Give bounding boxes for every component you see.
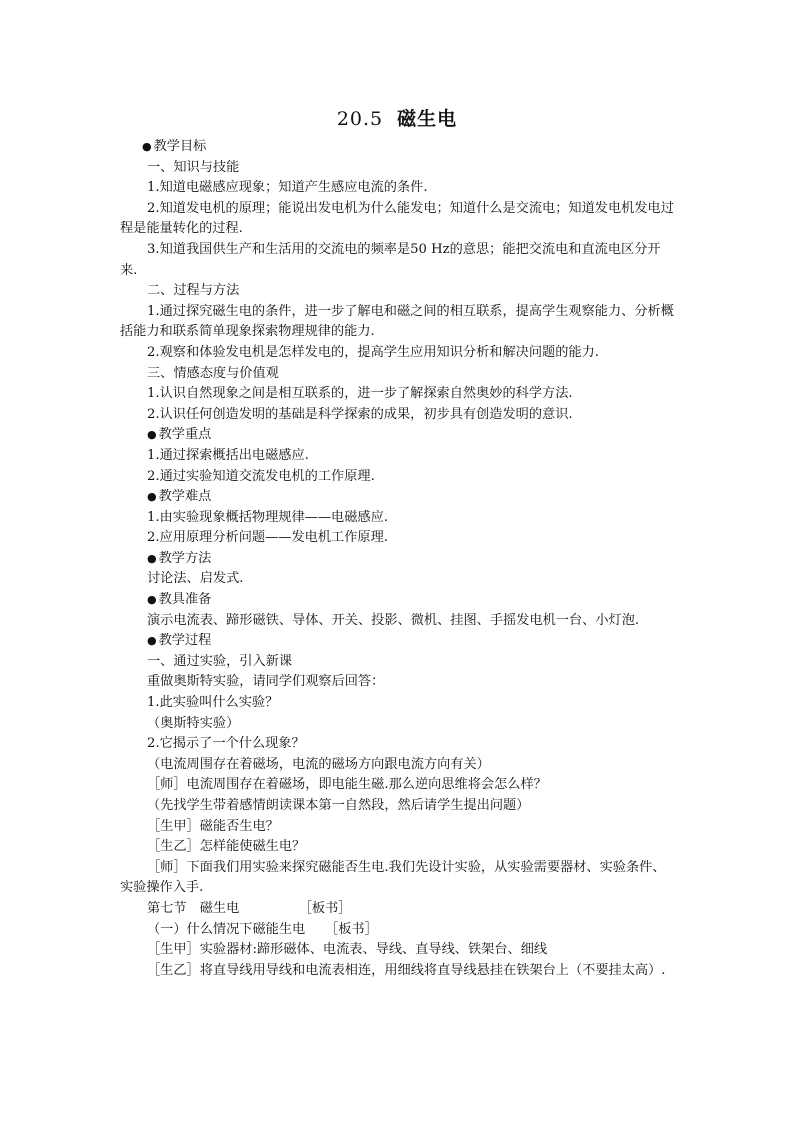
paragraph-line <box>120 714 676 735</box>
line-text: 二、过程与方法 <box>147 283 240 299</box>
paragraph-line <box>120 281 676 302</box>
line-text: 2.应用原理分析问题——发电机工作原理. <box>147 530 388 546</box>
line-text: ［生乙］将直导线用导线和电流表相连，用细线将直导线悬挂在铁架台上（不要挂太高）. <box>147 962 666 978</box>
paragraph-line <box>120 672 676 693</box>
section-heading <box>120 487 676 508</box>
paragraph-line <box>120 817 676 838</box>
paragraph-line <box>120 158 676 179</box>
line-text: 2.认识任何创造发明的基础是科学探索的成果，初步具有创造发明的意识. <box>147 406 573 422</box>
paragraph-line <box>120 755 676 776</box>
bullet-icon: ● <box>147 551 157 565</box>
line-text: 2.知道发电机的原理；能说出发电机为什么能发电；知道什么是交流电；知道发电机发电过程是能量转化的过程. <box>120 200 674 237</box>
bullet-icon: ● <box>147 490 157 504</box>
paragraph-line <box>120 508 676 529</box>
line-text: ［生甲］磁能否生电？ <box>147 818 279 834</box>
line-text: （一）什么情况下磁能生电 ［板书］ <box>147 921 378 937</box>
line-text: 1.通过探索概括出电磁感应. <box>147 447 309 463</box>
paragraph-line <box>120 405 676 426</box>
line-text: 演示电流表、蹄形磁铁、导体、开关、投影、微机、挂图、手摇发电机一台、小灯泡. <box>147 612 640 628</box>
paragraph-line <box>120 467 676 488</box>
line-text: 教学过程 <box>158 633 212 649</box>
paragraph-line <box>120 899 676 920</box>
line-text: ［师］下面我们用实验来探究磁能否生电.我们先设计实验，从实验需要器材、实验条件、实验操作入手. <box>120 859 666 896</box>
line-text: （先找学生带着感情朗读课本第一自然段，然后请学生提出问题） <box>147 798 530 813</box>
line-text: ［师］电流周围存在着磁场，即电能生磁.那么逆向思维将会怎么样？ <box>147 777 547 793</box>
bullet-icon: ● <box>147 428 157 442</box>
paragraph-line <box>120 693 676 714</box>
page-title <box>0 104 794 131</box>
paragraph-line <box>120 302 676 343</box>
line-text: 讨论法、启发式. <box>147 571 244 587</box>
line-text: 2.观察和体验发电机是怎样发电的，提高学生应用知识分析和解决问题的能力. <box>147 344 599 360</box>
line-text: 教学方法 <box>158 550 212 566</box>
section-heading <box>120 425 676 446</box>
paragraph-line <box>120 343 676 364</box>
line-text: （电流周围存在着磁场，电流的磁场方向跟电流方向有关） <box>147 756 490 772</box>
section-heading <box>120 590 676 611</box>
line-text: 教学重点 <box>158 427 212 443</box>
line-text: ［生乙］怎样能使磁生电？ <box>147 839 306 855</box>
section-heading <box>120 137 676 158</box>
line-text: 重做奥斯特实验，请同学们观察后回答： <box>147 674 385 690</box>
document-body <box>120 137 676 981</box>
line-text: 2.通过实验知道交流发电机的工作原理. <box>147 468 375 484</box>
line-text: 1.知道电磁感应现象；知道产生感应电流的条件. <box>147 180 428 196</box>
line-text: 教学难点 <box>158 489 212 505</box>
paragraph-line <box>120 858 676 899</box>
section-heading <box>120 549 676 570</box>
paragraph-line <box>120 734 676 755</box>
line-text: 1.此实验叫什么实验？ <box>147 695 279 711</box>
paragraph-line <box>120 652 676 673</box>
paragraph-line <box>120 775 676 796</box>
paragraph-line <box>120 178 676 199</box>
title-number: 20.5 <box>336 108 384 130</box>
paragraph-line <box>120 569 676 590</box>
line-text: 教学目标 <box>153 139 207 154</box>
paragraph-line <box>120 796 676 817</box>
paragraph-line <box>120 961 676 982</box>
paragraph-line <box>120 384 676 405</box>
line-text: 1.认识自然现象之间是相互联系的，进一步了解探索自然奥妙的科学方法. <box>147 386 573 402</box>
paragraph-line <box>120 446 676 467</box>
paragraph-line <box>120 199 676 240</box>
paragraph-line <box>120 837 676 858</box>
paragraph-line <box>120 920 676 941</box>
line-text: 一、知识与技能 <box>147 159 240 175</box>
line-text: 1.通过探究磁生电的条件，进一步了解电和磁之间的相互联系，提高学生观察能力、分析概括能力和联系简单现象探索物理规律的能力. <box>120 303 674 340</box>
paragraph-line <box>120 528 676 549</box>
paragraph-line <box>120 240 676 281</box>
line-text: ［生甲］实验器材:蹄形磁体、电流表、导线、直导线、铁架台、细线 <box>147 942 548 958</box>
line-text: （奥斯特实验） <box>147 715 240 731</box>
line-text: 2.它揭示了一个什么现象？ <box>147 736 305 752</box>
paragraph-line <box>120 611 676 632</box>
paragraph-line <box>120 364 676 385</box>
bullet-icon: ● <box>147 593 157 607</box>
paragraph-line <box>120 940 676 961</box>
line-text: 三、情感态度与价值观 <box>147 365 279 381</box>
line-text: 3.知道我国供生产和生活用的交流电的频率是50 Hz的意思；能把交流电和直流电区分开来. <box>120 241 661 278</box>
line-text: 教具准备 <box>158 592 212 608</box>
bullet-icon: ● <box>147 634 157 648</box>
section-heading <box>120 631 676 652</box>
line-text: 1.由实验现象概括物理规律——电磁感应. <box>147 509 388 525</box>
bullet-icon: ● <box>142 140 152 153</box>
line-text: 第七节 磁生电 ［板书］ <box>147 900 352 916</box>
line-text: 一、通过实验，引入新课 <box>147 653 293 669</box>
title-text: 磁生电 <box>397 108 458 130</box>
